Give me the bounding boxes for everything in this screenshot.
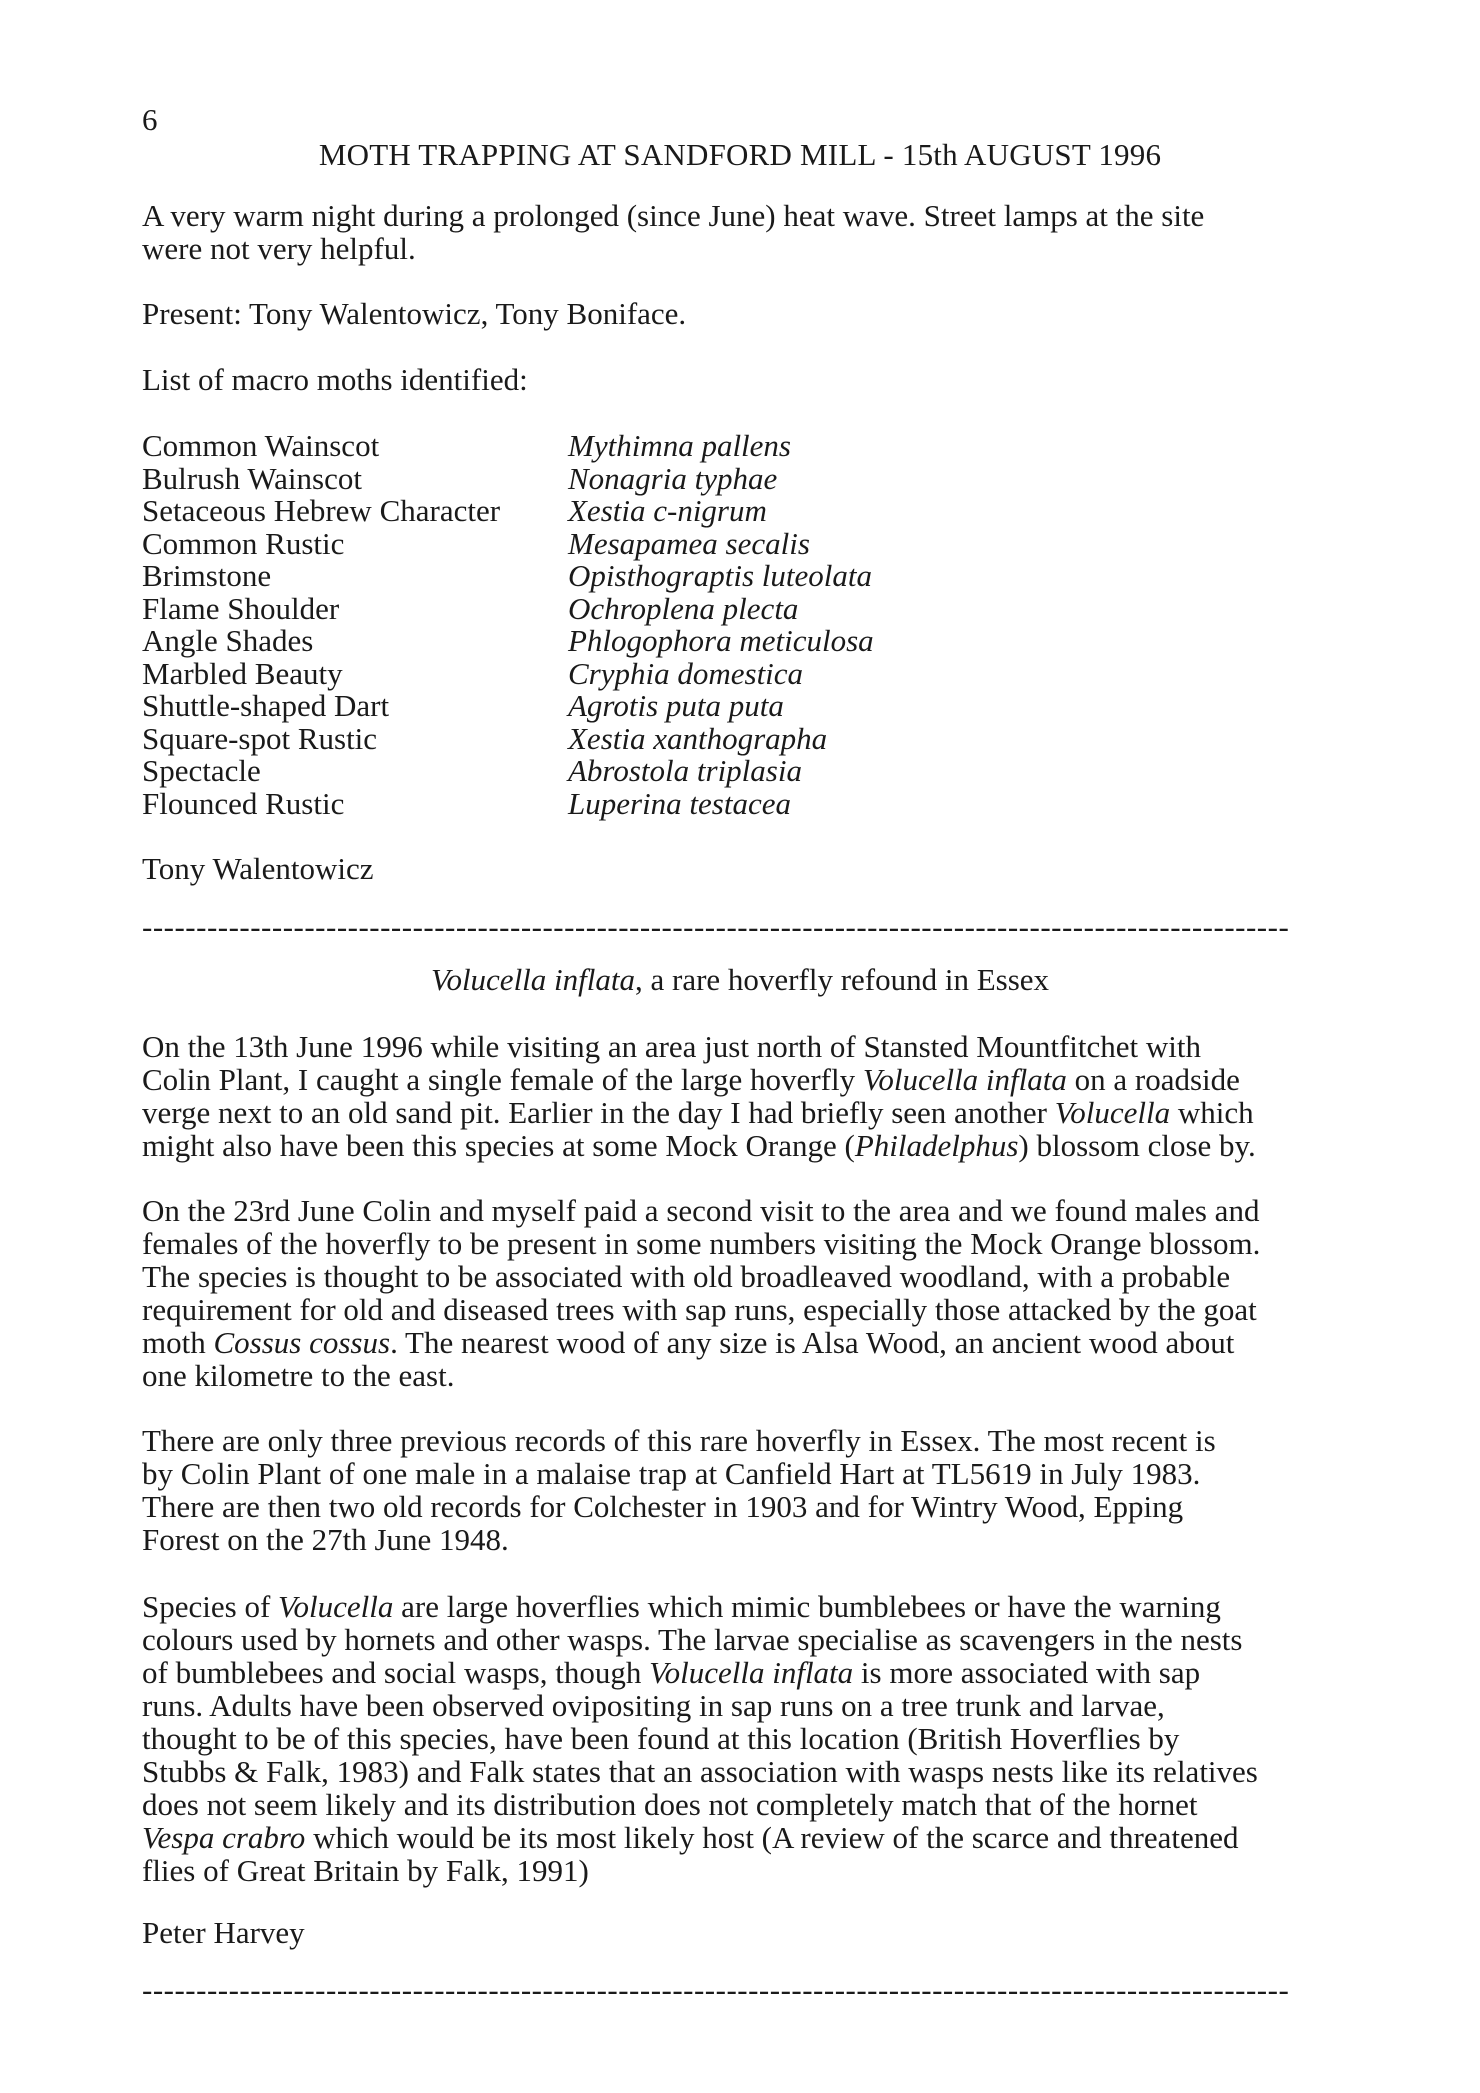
article-title-text: , a rare hoverfly refound in Essex	[635, 962, 1050, 997]
article-author: Peter Harvey	[142, 1915, 305, 1950]
species-scientific-name: Xestia xanthographa	[568, 720, 828, 756]
report-title: MOTH TRAPPING AT SANDFORD MILL - 15th AUGUST 1996	[318, 137, 1162, 172]
species-common-name: Brimstone	[142, 558, 272, 593]
species-name-italic: Vespa crabro	[142, 1820, 306, 1855]
text-run: . The nearest wood of any size is Alsa Wood, an ancient wood about	[390, 1325, 1235, 1360]
paragraph-line	[142, 1490, 1322, 1523]
species-common-name: Flounced Rustic	[142, 785, 345, 821]
paragraph-line	[142, 1457, 1322, 1490]
paragraph-line	[142, 1656, 1322, 1689]
paragraph-line	[142, 1063, 1322, 1096]
text-run: The species is thought to be associated with old broadleaved woodland, with a probable	[142, 1259, 1231, 1294]
text-run: There are then two old records for Colchester in 1903 and for Wintry Wood, Epping	[142, 1489, 1184, 1524]
paragraph-line	[142, 1096, 1322, 1129]
species-common-name: Square-spot Rustic	[142, 720, 378, 756]
paragraph-line	[142, 1194, 1322, 1227]
text-run: flies of Great Britain by Falk, 1991)	[142, 1853, 589, 1888]
species-common-name: Flame Shoulder	[142, 590, 340, 626]
species-scientific-name: Abrostola triplasia	[568, 753, 802, 788]
article-paragraph	[142, 1030, 1322, 1162]
text-run: might also have been this species at some Mock Orange (	[142, 1128, 855, 1163]
species-common-name: Angle Shades	[142, 623, 314, 658]
paragraph-line	[142, 1359, 1322, 1392]
text-run: are large hoverflies which mimic bumblebees or have the warning	[393, 1589, 1221, 1624]
species-common-name: Marbled Beauty	[142, 655, 343, 691]
species-common-name: Common Rustic	[142, 525, 345, 561]
paragraph-line	[142, 1821, 1322, 1854]
paragraph-line	[142, 1227, 1322, 1260]
text-run: on a roadside	[1066, 1062, 1240, 1097]
text-run: runs. Adults have been observed ovipositing in sap runs on a tree trunk and larvae,	[142, 1688, 1165, 1723]
text-run: which	[1170, 1095, 1254, 1130]
article-paragraph	[142, 1590, 1322, 1887]
text-run: On the 13th June 1996 while visiting an area just north of Stansted Mountfitchet with	[142, 1029, 1202, 1064]
species-common-name: Spectacle	[142, 753, 261, 788]
list-heading: List of macro moths identified:	[142, 362, 528, 397]
species-scientific-name: Luperina testacea	[568, 785, 791, 821]
intro-paragraph	[142, 199, 1322, 265]
author-signature: Tony Walentowicz	[142, 851, 374, 886]
species-common-name: Shuttle-shaped Dart	[142, 688, 390, 723]
text-run: Colin Plant, I caught a single female of the large hoverfly	[142, 1062, 863, 1097]
text-run: verge next to an old sand pit. Earlier in the day I had briefly seen another	[142, 1095, 1055, 1130]
species-name-italic: Volucella	[1054, 1095, 1171, 1130]
section-divider: ----------------------------------------------------------------------------------------------------------	[142, 910, 1290, 943]
species-scientific-name: Opisthograptis luteolata	[568, 558, 872, 593]
text-run: by Colin Plant of one male in a malaise trap at Canfield Hart at TL5619 in July 1983.	[142, 1456, 1201, 1491]
species-scientific-name: Cryphia domestica	[568, 655, 804, 691]
text-run: Species of	[142, 1589, 279, 1624]
present-line: Present: Tony Walentowicz, Tony Boniface.	[142, 296, 687, 331]
text-run: Forest on the 27th June 1948.	[142, 1522, 509, 1557]
paragraph-line	[142, 1788, 1322, 1821]
article-paragraph	[142, 1194, 1322, 1392]
text-run: one kilometre to the east.	[142, 1358, 455, 1393]
text-run: which would be its most likely host (A review of the scarce and threatened	[305, 1820, 1239, 1855]
section-divider: ----------------------------------------------------------------------------------------------------------	[142, 1973, 1290, 2006]
species-name-italic: Volucella inflata	[862, 1062, 1067, 1097]
article-paragraph	[142, 1424, 1322, 1556]
paragraph-line	[142, 1424, 1322, 1457]
text-run: thought to be of this species, have been found at this location (British Hoverflies by	[142, 1721, 1180, 1756]
species-scientific-name: Nonagria typhae	[568, 460, 778, 496]
paragraph-line	[142, 1689, 1322, 1722]
common-names-column	[142, 430, 500, 820]
text-run: females of the hoverfly to be present in some numbers visiting the Mock Orange blossom.	[142, 1226, 1261, 1261]
species-scientific-name: Xestia c-nigrum	[568, 493, 767, 528]
article-title-species: Volucella inflata	[430, 962, 635, 997]
species-name-italic: Volucella	[278, 1589, 394, 1624]
paragraph-line	[142, 1260, 1322, 1293]
article-title	[0, 963, 1480, 996]
text-run: ) blossom close by.	[1018, 1128, 1256, 1163]
paragraph-line	[142, 1854, 1322, 1887]
species-name-italic: Cossus cossus	[213, 1325, 391, 1360]
species-name-italic: Volucella inflata	[649, 1655, 854, 1690]
text-run: moth	[142, 1325, 214, 1360]
paragraph-line	[142, 1523, 1322, 1556]
text-run: There are only three previous records of this rare hoverfly in Essex. The most recent is	[142, 1423, 1216, 1458]
paragraph-line	[142, 1326, 1322, 1359]
paragraph-line	[142, 1293, 1322, 1326]
species-name-italic: Philadelphus	[854, 1128, 1019, 1163]
text-run: does not seem likely and its distribution does not completely match that of the hornet	[142, 1787, 1198, 1822]
paragraph-line	[142, 1755, 1322, 1788]
text-run: On the 23rd June Colin and myself paid a second visit to the area and we found males and	[142, 1193, 1260, 1228]
species-scientific-name: Ochroplena plecta	[568, 590, 799, 626]
paragraph-line	[142, 1030, 1322, 1063]
species-common-name: Common Wainscot	[142, 428, 380, 463]
species-scientific-name: Agrotis puta puta	[568, 688, 784, 723]
text-run: requirement for old and diseased trees with sap runs, especially those attacked by the goat	[142, 1292, 1257, 1327]
intro-line: A very warm night during a prolonged (since June) heat wave. Street lamps at the site	[142, 198, 1205, 233]
species-common-name: Bulrush Wainscot	[142, 460, 362, 496]
paragraph-line	[142, 1129, 1322, 1162]
species-scientific-name: Phlogophora meticulosa	[568, 623, 874, 658]
text-run: is more associated with sap	[853, 1655, 1201, 1690]
paragraph-line	[142, 1623, 1322, 1656]
text-run: Stubbs & Falk, 1983) and Falk states that an association with wasps nests like its relatives	[142, 1754, 1258, 1789]
paragraph-line	[142, 1590, 1322, 1623]
scientific-names-column	[568, 430, 874, 820]
species-common-name: Setaceous Hebrew Character	[142, 493, 501, 528]
page-number: 6	[142, 102, 158, 137]
text-run: colours used by hornets and other wasps. The larvae specialise as scavengers in the nests	[142, 1622, 1243, 1657]
paragraph-line	[142, 1722, 1322, 1755]
species-scientific-name: Mythimna pallens	[568, 428, 791, 463]
species-scientific-name: Mesapamea secalis	[568, 525, 810, 561]
text-run: of bumblebees and social wasps, though	[142, 1655, 650, 1690]
intro-line: were not very helpful.	[142, 231, 416, 266]
